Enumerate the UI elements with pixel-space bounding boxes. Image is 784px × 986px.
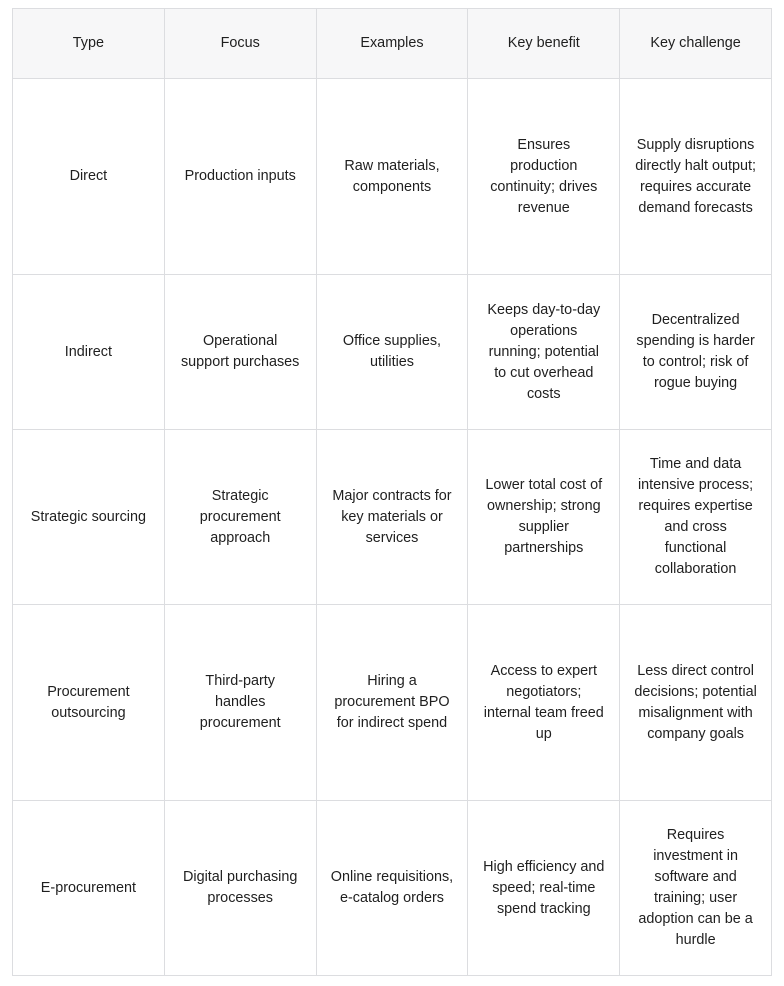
header-key-challenge: Key challenge: [620, 9, 772, 79]
procurement-types-table: [12, 8, 772, 976]
header-examples: Examples: [316, 9, 468, 79]
table-body: [13, 79, 772, 976]
cell-type: E-procurement: [13, 801, 165, 976]
cell-examples: Online requisitions, e-catalog orders: [316, 801, 468, 976]
cell-key-benefit: High efficiency and speed; real-time spend tracking: [468, 801, 620, 976]
cell-key-challenge: Time and data intensive process; requires expertise and cross functional collaboration: [620, 430, 772, 605]
cell-type: Procurement outsourcing: [13, 605, 165, 801]
cell-focus: Operational support purchases: [164, 275, 316, 430]
cell-type: Strategic sourcing: [13, 430, 165, 605]
cell-key-benefit: Ensures production continuity; drives revenue: [468, 79, 620, 275]
header-focus: Focus: [164, 9, 316, 79]
table-row: [13, 430, 772, 605]
cell-key-benefit: Keeps day-to-day operations running; potential to cut overhead costs: [468, 275, 620, 430]
cell-key-challenge: Requires investment in software and training; user adoption can be a hurdle: [620, 801, 772, 976]
cell-type: Direct: [13, 79, 165, 275]
cell-type: Indirect: [13, 275, 165, 430]
table-row: [13, 605, 772, 801]
cell-key-benefit: Lower total cost of ownership; strong supplier partnerships: [468, 430, 620, 605]
header-row: [13, 9, 772, 79]
cell-key-benefit: Access to expert negotiators; internal team freed up: [468, 605, 620, 801]
cell-key-challenge: Less direct control decisions; potential misalignment with company goals: [620, 605, 772, 801]
table-row: [13, 275, 772, 430]
cell-focus: Digital purchasing processes: [164, 801, 316, 976]
cell-key-challenge: Supply disruptions directly halt output; requires accurate demand forecasts: [620, 79, 772, 275]
cell-examples: Office supplies, utilities: [316, 275, 468, 430]
table-row: [13, 79, 772, 275]
cell-focus: Production inputs: [164, 79, 316, 275]
cell-examples: Raw materials, components: [316, 79, 468, 275]
table-row: [13, 801, 772, 976]
header-key-benefit: Key benefit: [468, 9, 620, 79]
cell-focus: Third-party handles procurement: [164, 605, 316, 801]
cell-focus: Strategic procurement approach: [164, 430, 316, 605]
header-type: Type: [13, 9, 165, 79]
cell-examples: Major contracts for key materials or services: [316, 430, 468, 605]
cell-key-challenge: Decentralized spending is harder to control; risk of rogue buying: [620, 275, 772, 430]
cell-examples: Hiring a procurement BPO for indirect spend: [316, 605, 468, 801]
table-header: [13, 9, 772, 79]
